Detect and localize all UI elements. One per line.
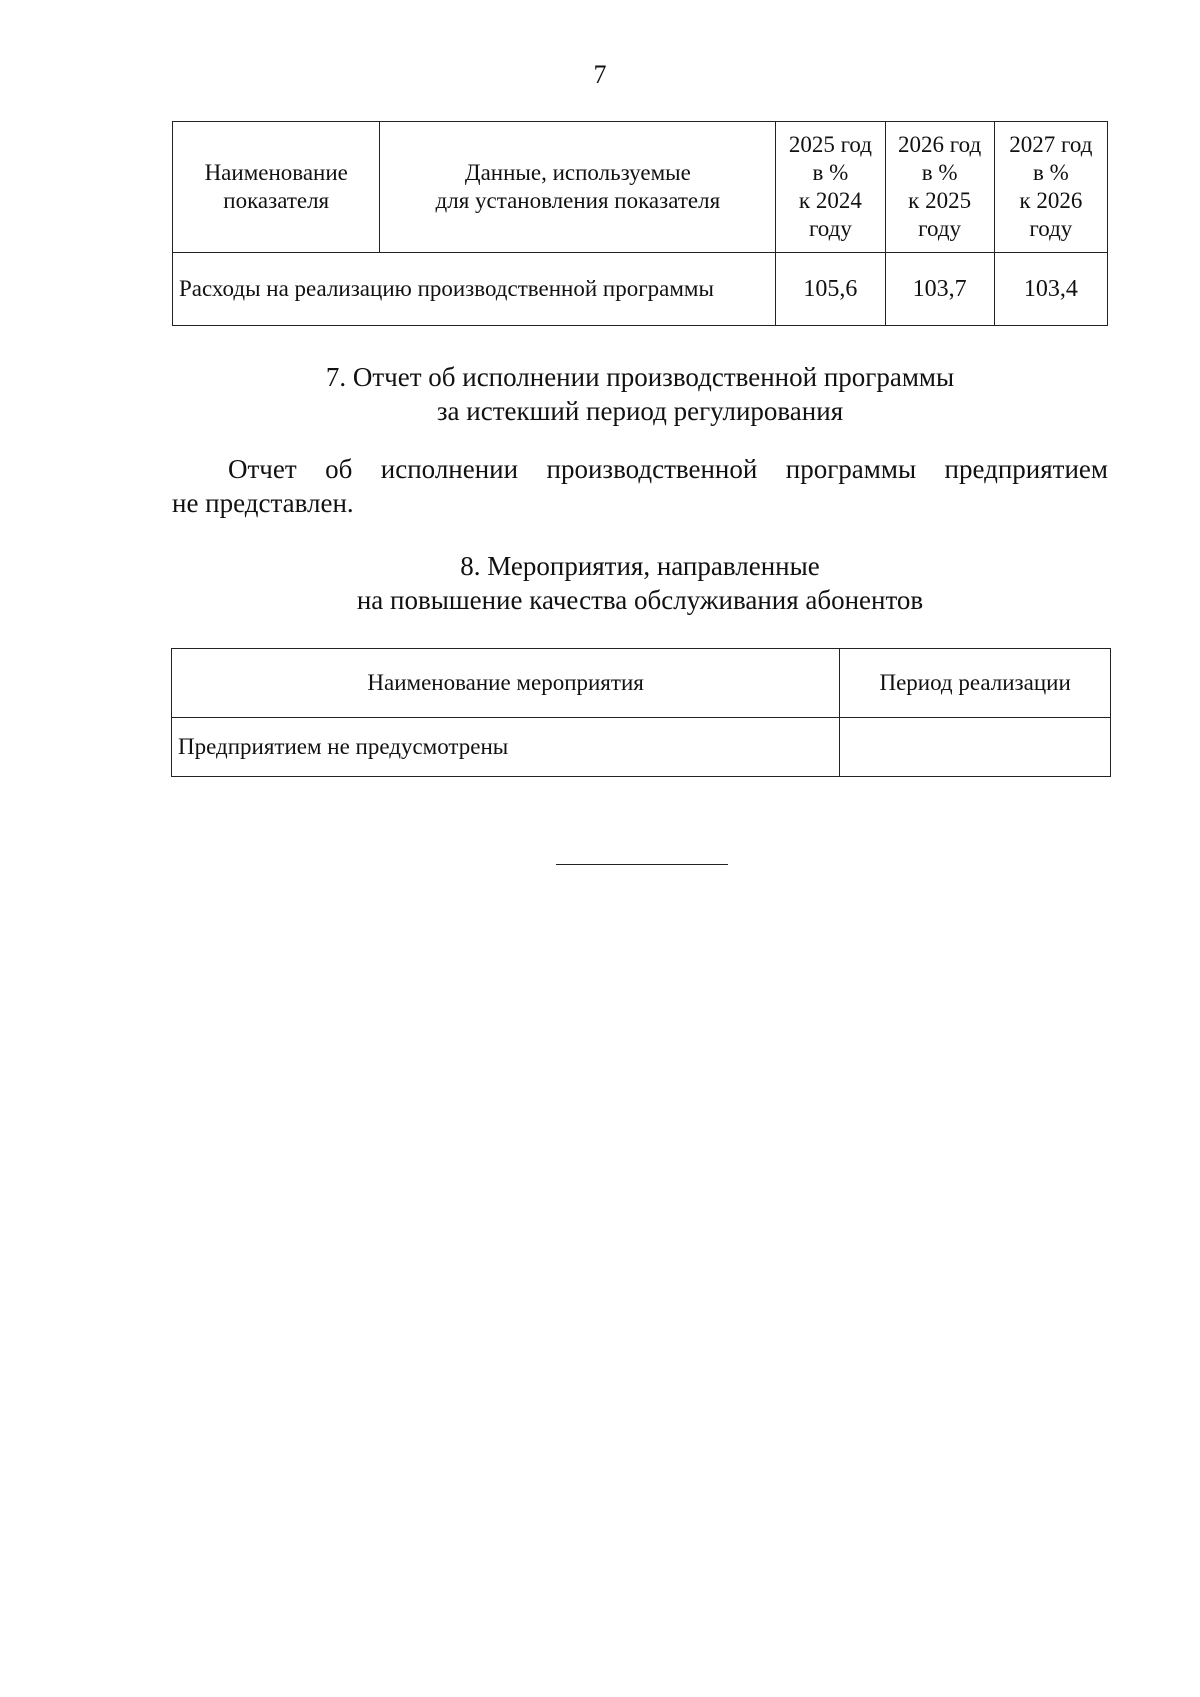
header-year-2025-line-4: году [808,216,852,241]
table-row [173,253,1108,326]
page-number: 7 [593,60,607,89]
header-indicator-data-line-2: для установления показателя [435,188,721,213]
header-year-2027-line-1: 2027 год [1009,132,1093,157]
section-8-heading-line-2: на повышение качества обслуживания абонентов [356,585,924,615]
end-divider [556,864,728,865]
indicator-table [172,121,1108,326]
header-indicator-name-line-1: Наименование [204,160,348,185]
header-period: Период реализации [840,649,1111,718]
header-indicator-name-line-2: показателя [223,188,330,213]
measures-table-header-row [172,649,1111,718]
header-year-2026-line-1: 2026 год [898,132,982,157]
section-7-heading-line-1: 7. Отчет об исполнении производственной программы [325,362,955,392]
header-measure-name: Наименование мероприятия [172,649,840,718]
measures-table [171,648,1111,777]
section-8-heading [0,549,1200,617]
header-year-2027-line-4: году [1029,216,1073,241]
measure-cell: Предприятием не предусмотрены [172,718,840,777]
indicator-table-header-row [173,122,1108,253]
section-7-heading-line-2: за истекший период регулирования [436,396,844,426]
header-indicator-data-line-1: Данные, используемые [464,160,691,185]
header-year-2025 [776,122,885,253]
header-year-2025-line-3: к 2024 [798,188,862,213]
header-year-2025-line-2: в % [812,160,849,185]
header-year-2026-line-2: в % [921,160,958,185]
section-7-heading [0,360,1200,428]
section-8-heading-line-1: 8. Мероприятия, направленные [460,551,820,581]
header-year-2027-line-2: в % [1032,160,1069,185]
table-row [172,718,1111,777]
section-7-paragraph-line-2: не представлен. [172,488,354,518]
section-7-paragraph-line-1: Отчет об исполнении производственной программы предприятием [228,454,1108,484]
value-2026: 103,7 [885,253,994,326]
header-year-2026-line-3: к 2025 [908,188,972,213]
header-year-2025-line-1: 2025 год [788,132,872,157]
value-2025: 105,6 [776,253,885,326]
section-7-paragraph [172,452,1108,520]
header-indicator-name [173,122,380,253]
value-2027: 103,4 [994,253,1107,326]
header-year-2027 [994,122,1107,253]
header-indicator-data [380,122,776,253]
header-year-2026-line-4: году [918,216,962,241]
period-cell [840,718,1111,777]
header-year-2026 [885,122,994,253]
header-year-2027-line-3: к 2026 [1019,188,1083,213]
row-label-expenses: Расходы на реализацию производственной программы [173,253,776,326]
